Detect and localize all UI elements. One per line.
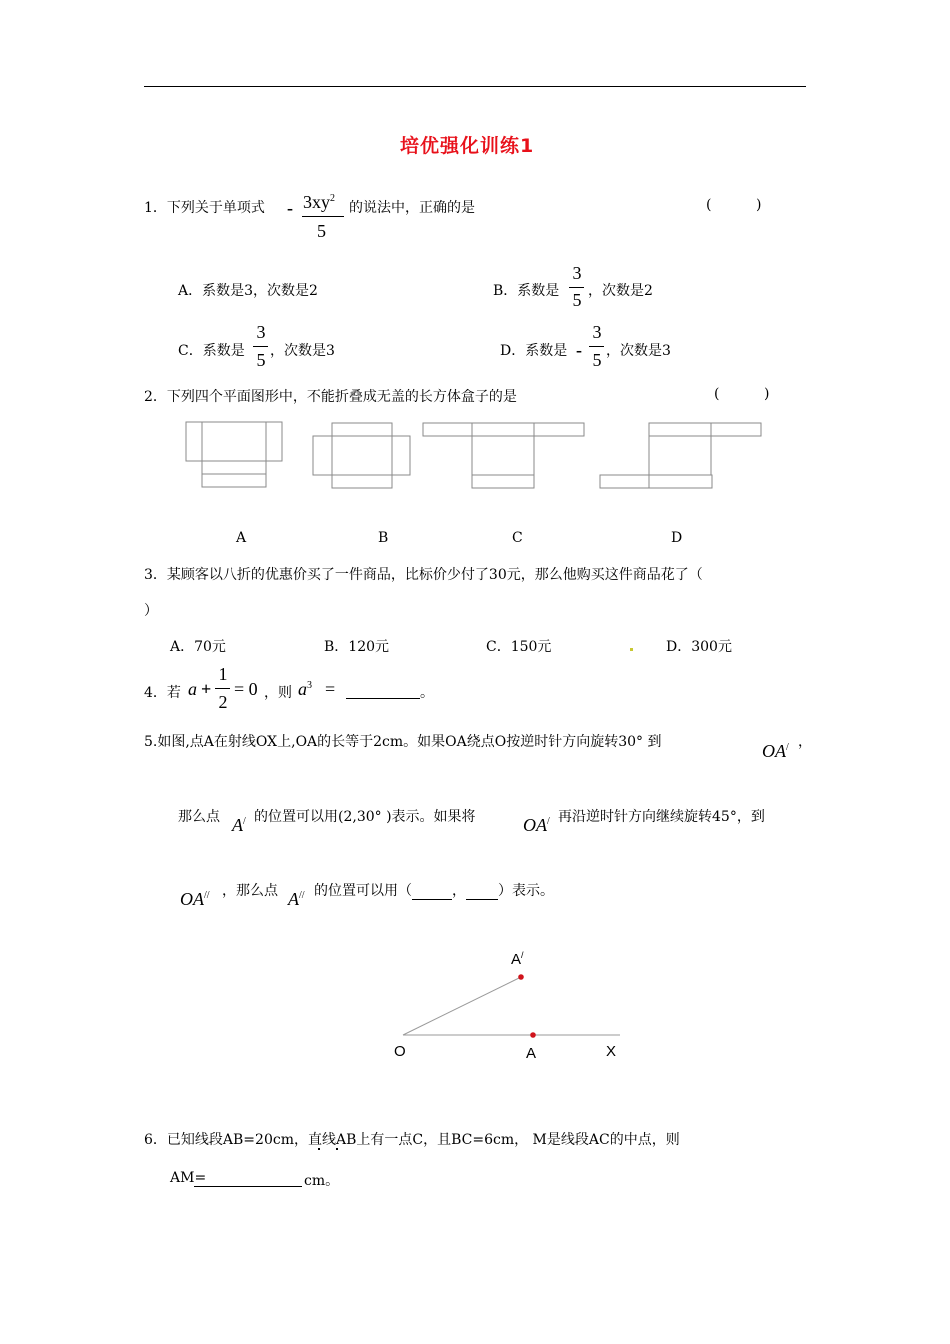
net-a (186, 422, 282, 487)
q1-minus: - (287, 198, 293, 218)
q4-prefix: 4．若 (144, 685, 181, 701)
q1-option-d-minus: - (576, 340, 582, 360)
q5-line2-pre: 那么点 (178, 809, 220, 825)
q4-var-a: a (188, 679, 197, 699)
q5-blank-angle[interactable] (466, 884, 498, 900)
q5-oa-prime-mark: / (786, 742, 789, 753)
q5-point-a-prime (232, 815, 246, 836)
q1-option-c-bar (253, 346, 268, 347)
q5-line3-post (314, 880, 554, 900)
q1-option-c-den: 5 (256, 350, 266, 370)
q5-point-a-double-prime-mark: // (299, 890, 305, 901)
q3-option-c: C．150元 (486, 639, 552, 655)
q1-answer-bracket: ( ) (706, 197, 762, 213)
net-b (313, 423, 410, 488)
q4-var-a3 (298, 679, 312, 700)
net-d (600, 423, 761, 488)
q5-line2-post: 再沿逆时针方向继续旋转45°，到 (558, 809, 765, 825)
q4-answer-blank[interactable] (346, 682, 420, 699)
q5-oa-prime (762, 741, 789, 762)
point-a-dot (530, 1032, 536, 1038)
q5-oa-prime-text: OA (762, 741, 786, 761)
label-o: O (394, 1043, 406, 1060)
net-label-c: C (512, 530, 523, 546)
q5-line3-post-text: 的位置可以用（ (314, 883, 412, 899)
net-label-b: B (378, 530, 389, 546)
stray-dot (630, 648, 633, 651)
q5-point-a-prime-mark: / (243, 816, 246, 827)
q5-line1: 5.如图,点A在射线OX上,OA的长等于2cm。如果OA绕点O按逆时针方向旋转30° 到 (144, 734, 662, 750)
q5-blank-distance[interactable] (412, 884, 452, 900)
q1-option-c-post: ，次数是3 (270, 343, 335, 359)
q5-point-a-double-prime-text: A (288, 889, 299, 909)
q4-cube: 3 (307, 680, 312, 691)
box-nets-figure (180, 418, 780, 498)
q4-fraction-bar (215, 688, 230, 689)
q6-am-label: AM= (170, 1170, 207, 1186)
q3-option-a: A．70元 (170, 639, 226, 655)
q1-option-d-den: 5 (592, 350, 602, 370)
q5-comma: ， (452, 883, 466, 899)
q4-then: ，则 (264, 685, 292, 701)
q3-option-d: D．300元 (666, 639, 732, 655)
net-c (423, 423, 584, 488)
q5-line3-close: ）表示。 (498, 883, 554, 899)
q1-suffix: 的说法中，正确的是 (349, 200, 475, 216)
q1-option-a: A．系数是3，次数是2 (178, 283, 318, 299)
ray-diagram (380, 940, 640, 1070)
q5-line1-comma: ， (798, 734, 812, 750)
q5-oa-double-prime-text: OA (180, 889, 204, 909)
q3-option-b: B．120元 (324, 639, 390, 655)
q1-option-d-bar (589, 346, 604, 347)
q1-option-d-num: 3 (592, 322, 602, 342)
net-label-a: A (236, 530, 247, 546)
q4-eq: = (325, 679, 336, 699)
q1-option-c-num: 3 (256, 322, 266, 342)
q5-oa-double-prime-mark: // (204, 890, 210, 901)
q5-oa-prime-2-mark: / (547, 816, 550, 827)
q4-eq-zero: = 0 (234, 679, 258, 699)
label-a-prime-mark: / (521, 950, 524, 960)
q1-option-c-pre: C．系数是 (178, 343, 245, 359)
q4-end: 。 (420, 685, 434, 701)
label-x: X (606, 1043, 617, 1060)
q5-oa-double-prime (180, 889, 210, 910)
q6-unit: cm。 (304, 1173, 340, 1189)
q5-oa-prime-2-text: OA (523, 815, 547, 835)
q1-fraction-bar (302, 216, 344, 217)
header-rule (144, 86, 806, 87)
q1-numerator (303, 192, 335, 213)
q5-oa-prime-2 (523, 815, 550, 836)
q1-option-d-pre: D．系数是 (500, 343, 568, 359)
emphasis-dot-1 (318, 1148, 320, 1150)
q6-text: 6．已知线段AB=20cm，直线AB上有一点C，且BC=6cm， M是线段AC的中点，则 (144, 1132, 680, 1148)
label-a-prime (511, 950, 524, 968)
q6-answer-blank[interactable] (194, 1170, 302, 1187)
q3-close: ） (144, 603, 158, 619)
q1-denominator: 5 (317, 221, 326, 241)
label-a-prime-text: A (511, 951, 522, 968)
q1-option-b-bar (569, 287, 584, 288)
page-title: 培优强化训练1 (400, 135, 535, 157)
q5-point-a-prime-text: A (232, 815, 243, 835)
q1-option-b-den: 5 (572, 290, 582, 310)
ray-oa-prime (403, 977, 521, 1035)
q1-prefix: 1．下列关于单项式 (144, 200, 265, 216)
q5-line3-mid: ，那么点 (222, 883, 278, 899)
q5-point-a-double-prime (288, 889, 305, 910)
q1-option-b-pre: B．系数是 (493, 283, 560, 299)
net-label-d: D (671, 530, 683, 546)
q2-answer-bracket: ( ) (714, 386, 770, 402)
emphasis-dot-2 (336, 1148, 338, 1150)
q4-var-a3-text: a (298, 679, 307, 699)
q2-text: 2．下列四个平面图形中，不能折叠成无盖的长方体盒子的是 (144, 389, 517, 405)
q1-option-b-post: ，次数是2 (588, 283, 653, 299)
q3-text: 3．某顾客以八折的优惠价买了一件商品，比标价少付了30元，那么他购买这件商品花了（ (144, 567, 703, 583)
q5-line2-mid: 的位置可以用(2,30° )表示。如果将 (254, 809, 476, 825)
q1-option-d-post: ，次数是3 (606, 343, 671, 359)
q4-plus: + (201, 679, 212, 699)
q4-num: 1 (218, 664, 228, 684)
point-a-prime-dot (518, 974, 524, 980)
label-a: A (526, 1045, 537, 1062)
q1-option-b-num: 3 (572, 263, 582, 283)
q4-den: 2 (218, 692, 228, 712)
q1-exponent: 2 (330, 193, 335, 204)
q1-numerator-text: 3xy (303, 192, 330, 212)
